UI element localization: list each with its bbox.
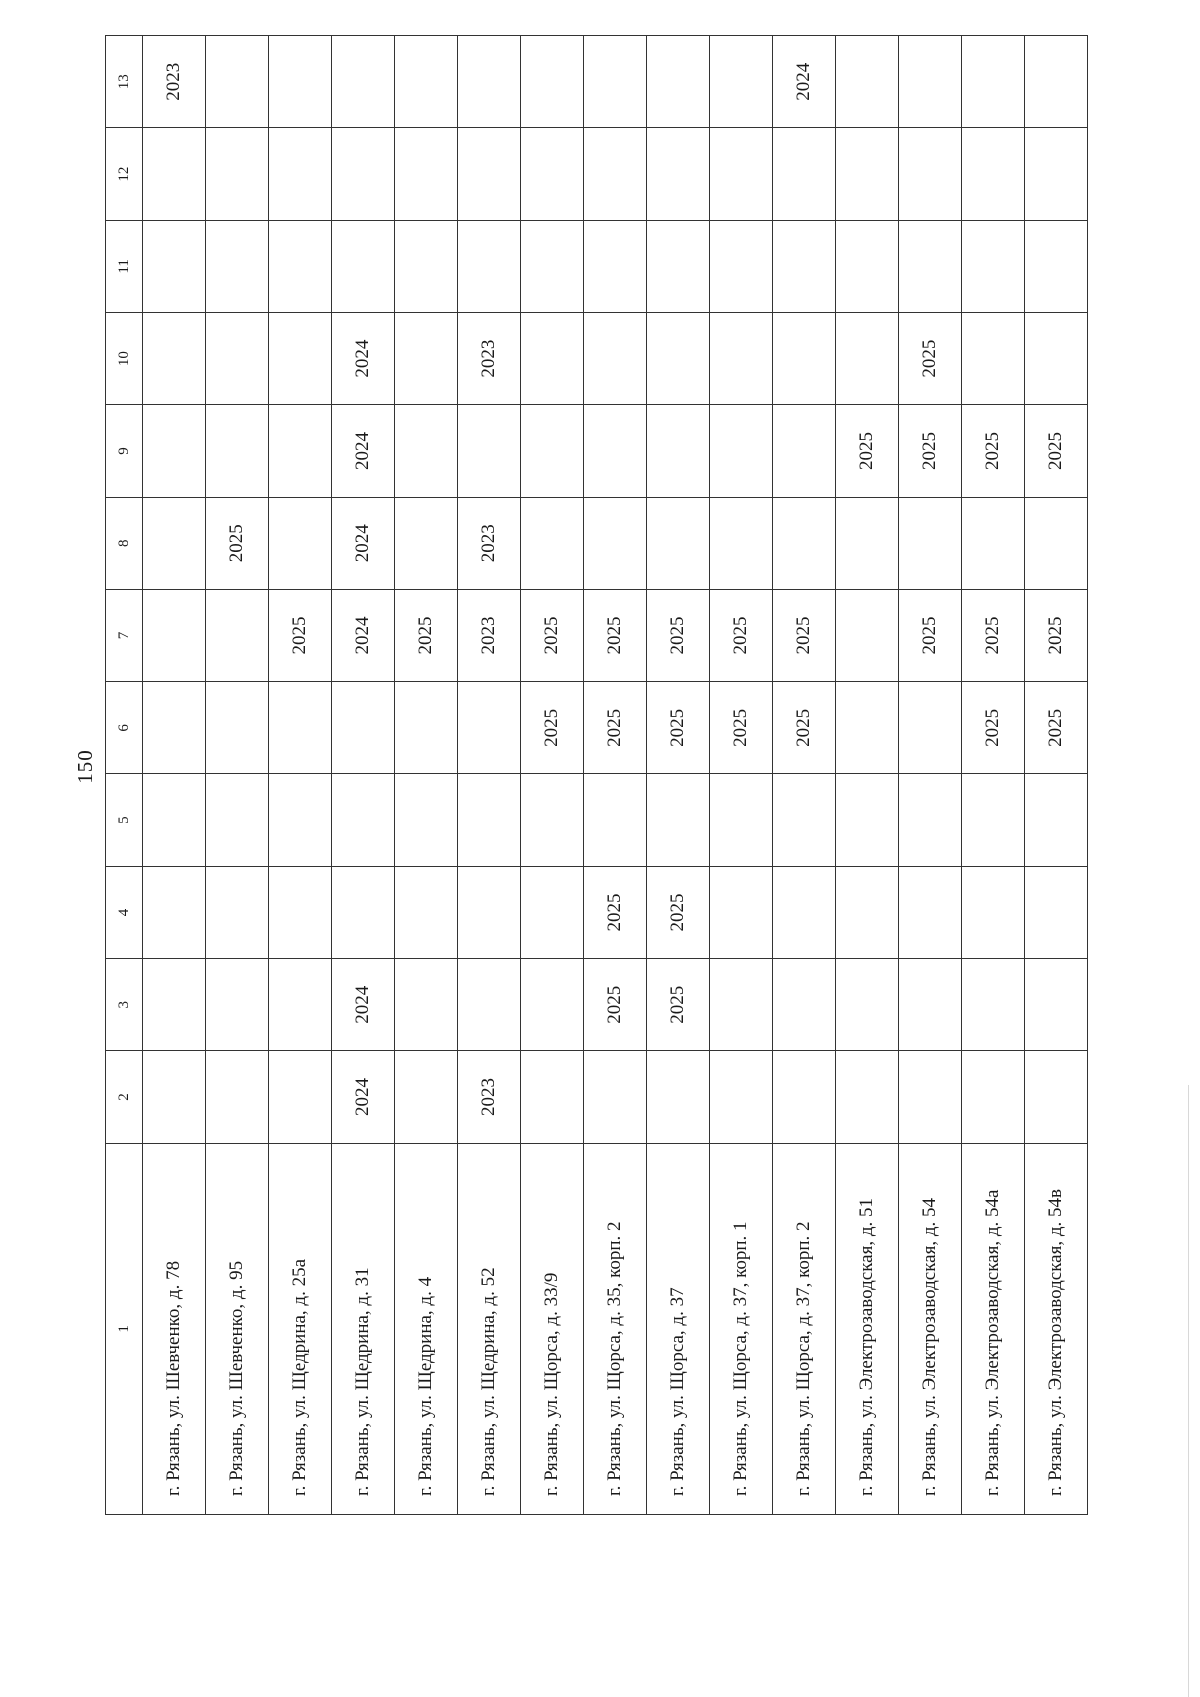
year-cell: 2024 <box>332 959 395 1051</box>
year-cell <box>143 220 206 312</box>
table-row <box>143 36 206 1515</box>
year-cell: 2025 <box>584 959 647 1051</box>
table-row <box>836 36 899 1515</box>
year-cell <box>836 220 899 312</box>
year-cell: 2025 <box>1025 682 1088 774</box>
year-cell: 2025 <box>206 497 269 589</box>
year-cell: 2025 <box>1025 405 1088 497</box>
table-row <box>458 36 521 1515</box>
year-cell <box>332 36 395 128</box>
column-header: 6 <box>106 682 143 774</box>
year-cell <box>1025 774 1088 866</box>
year-cell <box>584 1051 647 1143</box>
year-cell <box>962 959 1025 1051</box>
year-cell <box>836 497 899 589</box>
column-header: 1 <box>106 1143 143 1514</box>
year-cell <box>395 497 458 589</box>
year-cell <box>836 589 899 681</box>
table-row <box>332 36 395 1515</box>
address-cell: г. Рязань, ул. Щедрина, д. 4 <box>395 1143 458 1514</box>
year-cell <box>962 1051 1025 1143</box>
table-row <box>773 36 836 1515</box>
year-cell <box>206 405 269 497</box>
year-cell: 2025 <box>836 405 899 497</box>
year-cell <box>521 36 584 128</box>
year-cell: 2025 <box>710 682 773 774</box>
schedule-table <box>105 35 1088 1515</box>
year-cell: 2025 <box>899 405 962 497</box>
year-cell <box>458 220 521 312</box>
year-cell <box>647 774 710 866</box>
year-cell <box>773 313 836 405</box>
year-cell <box>521 220 584 312</box>
year-cell <box>269 682 332 774</box>
year-cell <box>710 959 773 1051</box>
column-header: 11 <box>106 220 143 312</box>
year-cell <box>269 866 332 958</box>
column-header: 4 <box>106 866 143 958</box>
scan-edge-line <box>1188 1085 1189 1697</box>
table-row <box>269 36 332 1515</box>
table-row <box>584 36 647 1515</box>
year-cell: 2025 <box>269 589 332 681</box>
year-cell <box>584 128 647 220</box>
address-cell: г. Рязань, ул. Электрозаводская, д. 54а <box>962 1143 1025 1514</box>
year-cell <box>206 128 269 220</box>
year-cell <box>143 405 206 497</box>
year-cell <box>899 959 962 1051</box>
table-row <box>1025 36 1088 1515</box>
year-cell: 2025 <box>584 589 647 681</box>
year-cell <box>206 866 269 958</box>
address-cell: г. Рязань, ул. Щорса, д. 37, корп. 1 <box>710 1143 773 1514</box>
year-cell: 2023 <box>458 497 521 589</box>
address-cell: г. Рязань, ул. Электрозаводская, д. 54 <box>899 1143 962 1514</box>
year-cell <box>458 866 521 958</box>
year-cell <box>773 1051 836 1143</box>
address-cell: г. Рязань, ул. Щорса, д. 37 <box>647 1143 710 1514</box>
year-cell <box>1025 1051 1088 1143</box>
table-row <box>962 36 1025 1515</box>
table-row <box>647 36 710 1515</box>
year-cell: 2025 <box>773 589 836 681</box>
year-cell: 2023 <box>143 36 206 128</box>
year-cell <box>836 682 899 774</box>
year-cell <box>962 128 1025 220</box>
year-cell: 2025 <box>773 682 836 774</box>
year-cell <box>143 589 206 681</box>
year-cell <box>521 959 584 1051</box>
year-cell <box>647 128 710 220</box>
year-cell <box>332 866 395 958</box>
year-cell <box>143 774 206 866</box>
year-cell: 2024 <box>332 497 395 589</box>
column-header: 5 <box>106 774 143 866</box>
year-cell <box>647 497 710 589</box>
address-cell: г. Рязань, ул. Щедрина, д. 52 <box>458 1143 521 1514</box>
year-cell: 2023 <box>458 1051 521 1143</box>
year-cell: 2023 <box>458 313 521 405</box>
year-cell <box>1025 866 1088 958</box>
address-cell: г. Рязань, ул. Щорса, д. 33/9 <box>521 1143 584 1514</box>
year-cell <box>206 959 269 1051</box>
year-cell <box>836 866 899 958</box>
year-cell <box>962 220 1025 312</box>
year-cell <box>395 36 458 128</box>
year-cell <box>206 313 269 405</box>
column-header: 8 <box>106 497 143 589</box>
year-cell <box>647 405 710 497</box>
year-cell <box>710 774 773 866</box>
address-cell: г. Рязань, ул. Шевченко, д. 78 <box>143 1143 206 1514</box>
year-cell <box>836 128 899 220</box>
year-cell <box>773 220 836 312</box>
year-cell: 2025 <box>395 589 458 681</box>
year-cell <box>899 866 962 958</box>
year-cell <box>143 497 206 589</box>
year-cell <box>521 405 584 497</box>
address-cell: г. Рязань, ул. Щедрина, д. 25а <box>269 1143 332 1514</box>
header-row <box>106 36 143 1515</box>
year-cell <box>269 1051 332 1143</box>
column-header: 7 <box>106 589 143 681</box>
column-header: 12 <box>106 128 143 220</box>
year-cell <box>143 959 206 1051</box>
year-cell <box>710 128 773 220</box>
year-cell <box>899 774 962 866</box>
rotated-table-container <box>105 35 1066 1515</box>
year-cell <box>332 128 395 220</box>
year-cell: 2025 <box>899 589 962 681</box>
year-cell: 2024 <box>773 36 836 128</box>
year-cell <box>143 866 206 958</box>
address-cell: г. Рязань, ул. Электрозаводская, д. 54в <box>1025 1143 1088 1514</box>
year-cell <box>584 497 647 589</box>
table-row <box>710 36 773 1515</box>
year-cell <box>395 866 458 958</box>
year-cell <box>206 220 269 312</box>
year-cell <box>521 774 584 866</box>
year-cell <box>584 313 647 405</box>
address-cell: г. Рязань, ул. Щедрина, д. 31 <box>332 1143 395 1514</box>
year-cell: 2025 <box>521 682 584 774</box>
year-cell <box>143 682 206 774</box>
year-cell <box>269 36 332 128</box>
address-cell: г. Рязань, ул. Щорса, д. 35, корп. 2 <box>584 1143 647 1514</box>
year-cell <box>710 313 773 405</box>
year-cell <box>458 682 521 774</box>
year-cell <box>710 497 773 589</box>
year-cell <box>773 128 836 220</box>
year-cell <box>206 36 269 128</box>
address-cell: г. Рязань, ул. Шевченко, д. 95 <box>206 1143 269 1514</box>
year-cell <box>332 220 395 312</box>
year-cell <box>521 128 584 220</box>
year-cell <box>962 866 1025 958</box>
year-cell: 2025 <box>521 589 584 681</box>
year-cell <box>143 128 206 220</box>
year-cell <box>647 313 710 405</box>
year-cell: 2025 <box>647 589 710 681</box>
year-cell <box>647 1051 710 1143</box>
table-body <box>106 36 1088 1515</box>
column-header: 2 <box>106 1051 143 1143</box>
year-cell: 2024 <box>332 1051 395 1143</box>
year-cell: 2025 <box>899 313 962 405</box>
year-cell: 2025 <box>1025 589 1088 681</box>
year-cell <box>710 1051 773 1143</box>
year-cell <box>647 220 710 312</box>
year-cell <box>332 682 395 774</box>
table-row <box>899 36 962 1515</box>
year-cell <box>773 866 836 958</box>
year-cell <box>458 36 521 128</box>
year-cell <box>773 774 836 866</box>
year-cell <box>521 866 584 958</box>
table-row <box>206 36 269 1515</box>
year-cell: 2025 <box>647 682 710 774</box>
year-cell <box>710 866 773 958</box>
year-cell <box>710 220 773 312</box>
year-cell <box>836 36 899 128</box>
year-cell: 2024 <box>332 589 395 681</box>
year-cell <box>395 774 458 866</box>
year-cell <box>710 405 773 497</box>
year-cell <box>269 220 332 312</box>
year-cell <box>458 405 521 497</box>
year-cell <box>395 682 458 774</box>
year-cell: 2025 <box>710 589 773 681</box>
year-cell: 2025 <box>647 959 710 1051</box>
year-cell <box>1025 128 1088 220</box>
year-cell <box>269 128 332 220</box>
year-cell <box>773 959 836 1051</box>
year-cell: 2025 <box>584 866 647 958</box>
column-header: 3 <box>106 959 143 1051</box>
year-cell <box>1025 36 1088 128</box>
year-cell <box>899 220 962 312</box>
year-cell <box>836 313 899 405</box>
year-cell <box>269 959 332 1051</box>
year-cell: 2023 <box>458 589 521 681</box>
year-cell <box>962 497 1025 589</box>
year-cell <box>458 128 521 220</box>
year-cell <box>395 313 458 405</box>
year-cell <box>584 405 647 497</box>
year-cell <box>143 1051 206 1143</box>
table-row <box>521 36 584 1515</box>
year-cell <box>269 774 332 866</box>
year-cell <box>836 959 899 1051</box>
year-cell: 2024 <box>332 405 395 497</box>
column-header: 9 <box>106 405 143 497</box>
year-cell <box>269 313 332 405</box>
year-cell <box>269 405 332 497</box>
year-cell <box>584 220 647 312</box>
year-cell <box>584 36 647 128</box>
year-cell <box>1025 497 1088 589</box>
year-cell <box>521 1051 584 1143</box>
year-cell <box>584 774 647 866</box>
year-cell: 2025 <box>647 866 710 958</box>
address-cell: г. Рязань, ул. Щорса, д. 37, корп. 2 <box>773 1143 836 1514</box>
year-cell <box>773 497 836 589</box>
year-cell <box>836 1051 899 1143</box>
year-cell <box>395 1051 458 1143</box>
year-cell <box>521 313 584 405</box>
year-cell <box>395 220 458 312</box>
year-cell <box>1025 220 1088 312</box>
year-cell <box>899 497 962 589</box>
table-row <box>395 36 458 1515</box>
year-cell <box>395 128 458 220</box>
column-header: 10 <box>106 313 143 405</box>
year-cell <box>647 36 710 128</box>
year-cell <box>962 774 1025 866</box>
year-cell <box>206 774 269 866</box>
year-cell <box>1025 313 1088 405</box>
year-cell <box>206 1051 269 1143</box>
year-cell: 2025 <box>962 589 1025 681</box>
year-cell: 2025 <box>584 682 647 774</box>
year-cell: 2025 <box>962 682 1025 774</box>
year-cell <box>206 589 269 681</box>
year-cell <box>143 313 206 405</box>
year-cell <box>962 36 1025 128</box>
address-cell: г. Рязань, ул. Электрозаводская, д. 51 <box>836 1143 899 1514</box>
page-number: 150 <box>72 749 97 784</box>
year-cell <box>458 774 521 866</box>
year-cell <box>899 128 962 220</box>
year-cell: 2024 <box>332 313 395 405</box>
year-cell <box>395 405 458 497</box>
column-header: 13 <box>106 36 143 128</box>
year-cell <box>395 959 458 1051</box>
year-cell <box>269 497 332 589</box>
year-cell <box>899 36 962 128</box>
year-cell <box>899 1051 962 1143</box>
year-cell <box>836 774 899 866</box>
year-cell <box>1025 959 1088 1051</box>
year-cell <box>332 774 395 866</box>
year-cell <box>962 313 1025 405</box>
year-cell <box>458 959 521 1051</box>
year-cell <box>773 405 836 497</box>
year-cell <box>521 497 584 589</box>
year-cell <box>206 682 269 774</box>
year-cell <box>710 36 773 128</box>
year-cell <box>899 682 962 774</box>
year-cell: 2025 <box>962 405 1025 497</box>
